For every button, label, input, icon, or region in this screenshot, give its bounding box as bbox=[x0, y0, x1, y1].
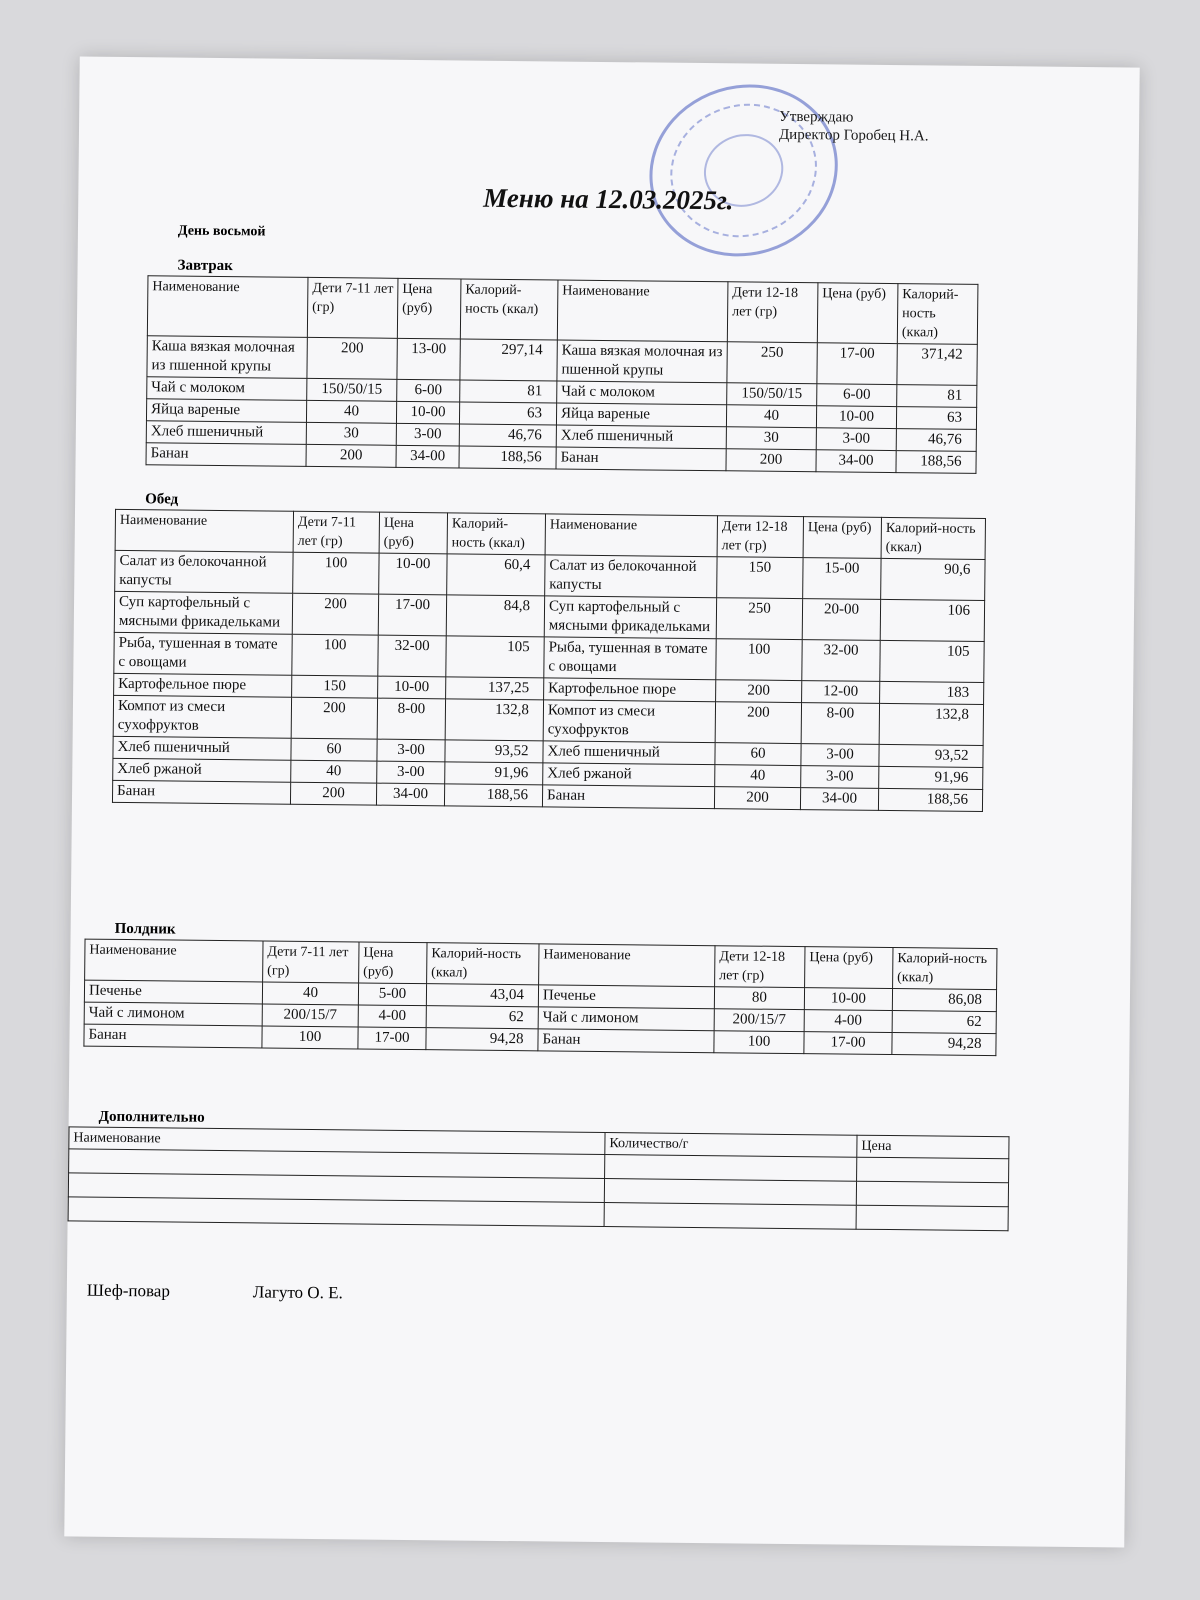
item-name-12-18: Суп картофельный с мясными фрикадельками bbox=[544, 596, 716, 639]
item-name-7-11: Хлеб пшеничный bbox=[113, 736, 291, 760]
item-name-12-18: Яйца вареные bbox=[556, 403, 726, 427]
portion-12-18: 40 bbox=[715, 765, 801, 788]
price-12-18: 3-00 bbox=[801, 766, 879, 789]
price-7-11: 34-00 bbox=[396, 445, 459, 468]
portion-7-11: 200 bbox=[306, 444, 396, 467]
portion-7-11: 150 bbox=[292, 675, 378, 698]
calories-7-11: 62 bbox=[426, 1006, 538, 1029]
calories-12-18: 106 bbox=[880, 599, 984, 641]
price-7-11: 3-00 bbox=[396, 423, 459, 446]
portion-7-11: 150/50/15 bbox=[307, 378, 397, 401]
portion-7-11: 100 bbox=[262, 1026, 358, 1049]
item-name-12-18: Печенье bbox=[538, 985, 714, 1009]
portion-12-18: 100 bbox=[716, 639, 802, 681]
price-12-18: 3-00 bbox=[801, 744, 879, 767]
approve-line-1: Утверждаю bbox=[779, 108, 854, 126]
col-kids-12-18: Дети 12-18 лет (гр) bbox=[717, 516, 803, 558]
calories-7-11: 93,52 bbox=[445, 740, 543, 763]
portion-12-18: 200 bbox=[714, 787, 800, 810]
item-name-7-11: Салат из белокочанной капусты bbox=[115, 550, 293, 593]
portion-12-18: 250 bbox=[727, 342, 817, 384]
col-calories: Калорий-ность (ккал) bbox=[460, 279, 558, 340]
calories-7-11: 63 bbox=[459, 402, 556, 425]
col-kids-7-11: Дети 7-11 лет (гр) bbox=[263, 941, 359, 983]
item-name-12-18: Компот из смеси сухофруктов bbox=[543, 700, 715, 743]
price-7-11: 10-00 bbox=[378, 676, 446, 699]
portion-7-11: 100 bbox=[293, 552, 379, 594]
col-calories: Калорий-ность (ккал) bbox=[881, 517, 985, 559]
portion-7-11: 40 bbox=[306, 400, 396, 423]
round-seal-stamp bbox=[628, 61, 860, 280]
portion-7-11: 60 bbox=[291, 738, 377, 761]
col-name: Наименование bbox=[147, 276, 308, 338]
price-12-18: 34-00 bbox=[816, 450, 896, 473]
item-name-7-11: Банан bbox=[84, 1024, 262, 1048]
calories-7-11: 81 bbox=[460, 380, 557, 403]
col-kids-12-18: Дети 12-18 лет (гр) bbox=[715, 946, 805, 988]
col-name: Наименование bbox=[115, 509, 293, 552]
portion-7-11: 200 bbox=[307, 337, 397, 379]
calories-12-18: 91,96 bbox=[879, 766, 983, 789]
portion-12-18: 200 bbox=[726, 449, 816, 472]
calories-12-18: 132,8 bbox=[879, 703, 983, 745]
calories-12-18: 93,52 bbox=[879, 744, 983, 767]
item-name-12-18: Банан bbox=[542, 785, 714, 809]
calories-12-18: 183 bbox=[880, 681, 984, 704]
calories-12-18: 188,56 bbox=[878, 788, 982, 811]
portion-7-11: 200/15/7 bbox=[262, 1004, 358, 1027]
portion-7-11: 40 bbox=[262, 982, 358, 1005]
col-name: Наименование bbox=[539, 944, 715, 987]
price-7-11: 3-00 bbox=[377, 761, 445, 784]
col-calories: Калорий-ность (ккал) bbox=[427, 943, 539, 985]
calories-7-11: 105 bbox=[446, 636, 544, 678]
item-name-7-11: Каша вязкая молочная из пшенной крупы bbox=[147, 336, 307, 379]
price-12-18: 6-00 bbox=[817, 384, 897, 407]
price-7-11: 6-00 bbox=[397, 379, 460, 402]
item-name-12-18: Хлеб ржаной bbox=[543, 763, 715, 787]
item-name-12-18: Чай с молоком bbox=[557, 381, 727, 405]
price-12-18: 10-00 bbox=[804, 988, 892, 1011]
price-7-11: 17-00 bbox=[378, 594, 446, 636]
item-name-12-18: Каша вязкая молочная из пшенной крупы bbox=[557, 340, 727, 383]
portion-12-18: 200 bbox=[715, 702, 801, 744]
col-kids-7-11: Дети 7-11 лет (гр) bbox=[293, 511, 379, 553]
portion-12-18: 40 bbox=[726, 405, 816, 428]
item-name-7-11: Хлеб ржаной bbox=[113, 758, 291, 782]
calories-12-18: 94,28 bbox=[892, 1033, 996, 1056]
calories-7-11: 188,56 bbox=[444, 784, 542, 807]
calories-7-11: 91,96 bbox=[445, 762, 543, 785]
col-price: Цена (руб) bbox=[805, 947, 893, 989]
header-row bbox=[147, 276, 978, 345]
price-12-18: 12-00 bbox=[802, 681, 880, 704]
price-7-11: 34-00 bbox=[376, 783, 444, 806]
approve-line-2: Директор Горобец Н.А. bbox=[778, 126, 929, 145]
calories-7-11: 94,28 bbox=[426, 1028, 538, 1051]
price-12-18: 32-00 bbox=[802, 640, 880, 682]
calories-7-11: 188,56 bbox=[459, 446, 556, 469]
price-7-11: 8-00 bbox=[377, 698, 445, 740]
calories-12-18: 105 bbox=[880, 640, 984, 682]
col-calories: Калорий-ность (ккал) bbox=[447, 513, 545, 555]
price-12-18: 3-00 bbox=[816, 428, 896, 451]
day-label: День восьмой bbox=[177, 223, 266, 240]
price-7-11: 13-00 bbox=[397, 338, 460, 380]
item-name-12-18: Рыба, тушенная в томате с овощами bbox=[544, 637, 716, 680]
breakfast-label: Завтрак bbox=[177, 257, 233, 275]
calories-12-18: 81 bbox=[897, 385, 977, 408]
portion-12-18: 150/50/15 bbox=[727, 383, 817, 406]
portion-12-18: 100 bbox=[714, 1031, 804, 1054]
portion-12-18: 80 bbox=[714, 987, 804, 1010]
price-12-18: 4-00 bbox=[804, 1010, 892, 1033]
col-name: Наименование bbox=[85, 939, 263, 982]
portion-7-11: 200 bbox=[292, 593, 378, 635]
col-name: Наименование bbox=[545, 514, 717, 557]
price-7-11: 17-00 bbox=[358, 1027, 426, 1050]
calories-12-18: 62 bbox=[892, 1011, 996, 1034]
col-calories: Калорий-ность (ккал) bbox=[893, 948, 997, 990]
item-name-12-18: Банан bbox=[556, 447, 726, 471]
page-title: Меню на 12.03.2025г. bbox=[483, 182, 734, 216]
price-7-11: 10-00 bbox=[379, 553, 447, 595]
price-7-11: 3-00 bbox=[377, 739, 445, 762]
col-price: Цена (руб) bbox=[397, 278, 461, 339]
price-12-18: 8-00 bbox=[801, 703, 879, 745]
price-12-18: 17-00 bbox=[817, 343, 897, 385]
item-name-7-11: Чай с молоком bbox=[147, 377, 307, 401]
calories-12-18: 188,56 bbox=[896, 451, 976, 474]
portion-7-11: 40 bbox=[291, 760, 377, 783]
approval-block bbox=[779, 108, 929, 146]
item-name-7-11: Чай с лимоном bbox=[84, 1002, 262, 1026]
item-name-12-18: Салат из белокочанной капусты bbox=[545, 555, 717, 598]
calories-7-11: 46,76 bbox=[459, 424, 556, 447]
portion-12-18: 200 bbox=[716, 680, 802, 703]
portion-12-18: 150 bbox=[717, 557, 803, 599]
col-price: Цена (руб) bbox=[379, 512, 447, 554]
item-name-7-11: Яйца вареные bbox=[146, 399, 306, 423]
col-calories: Калорий-ность (ккал) bbox=[897, 284, 978, 345]
price-7-11: 4-00 bbox=[358, 1005, 426, 1028]
portion-12-18: 30 bbox=[726, 427, 816, 450]
item-name-12-18: Хлеб пшеничный bbox=[543, 741, 715, 765]
price-12-18: 10-00 bbox=[816, 406, 896, 429]
portion-7-11: 200 bbox=[290, 782, 376, 805]
menu-sheet bbox=[64, 56, 1139, 1547]
price-12-18: 17-00 bbox=[804, 1032, 892, 1055]
portion-12-18: 200/15/7 bbox=[714, 1009, 804, 1032]
item-name-7-11: Компот из смеси сухофруктов bbox=[113, 695, 291, 738]
item-name-12-18: Банан bbox=[538, 1029, 714, 1053]
chef-name: Лагуто О. Е. bbox=[252, 1282, 343, 1303]
col-kids-12-18: Дети 12-18 лет (гр) bbox=[727, 282, 818, 343]
col-price: Цена bbox=[857, 1135, 1009, 1159]
calories-7-11: 132,8 bbox=[445, 699, 543, 741]
portion-7-11: 100 bbox=[292, 634, 378, 676]
col-quantity: Количество/г bbox=[605, 1133, 857, 1158]
col-price: Цена (руб) bbox=[359, 942, 427, 984]
extra-table bbox=[68, 1126, 1010, 1231]
calories-7-11: 43,04 bbox=[426, 984, 538, 1007]
calories-7-11: 297,14 bbox=[460, 339, 557, 381]
portion-12-18: 60 bbox=[715, 743, 801, 766]
portion-7-11: 30 bbox=[306, 422, 396, 445]
calories-12-18: 90,6 bbox=[881, 558, 985, 600]
calories-12-18: 63 bbox=[896, 407, 976, 430]
snack-label: Полдник bbox=[114, 920, 176, 938]
calories-7-11: 137,25 bbox=[446, 677, 544, 700]
lunch-label: Обед bbox=[145, 491, 179, 508]
calories-7-11: 60,4 bbox=[447, 554, 545, 596]
price-12-18: 15-00 bbox=[803, 558, 881, 600]
col-price: Цена (руб) bbox=[803, 517, 881, 559]
price-7-11: 10-00 bbox=[396, 401, 459, 424]
item-name-7-11: Суп картофельный с мясными фрикадельками bbox=[114, 591, 292, 634]
portion-7-11: 200 bbox=[291, 697, 377, 739]
item-name-7-11: Банан bbox=[112, 780, 290, 804]
snack-table bbox=[83, 939, 997, 1057]
breakfast-table bbox=[146, 275, 979, 474]
price-12-18: 34-00 bbox=[800, 788, 878, 811]
item-name-7-11: Банан bbox=[146, 443, 306, 467]
item-name-12-18: Чай с лимоном bbox=[538, 1007, 714, 1031]
chef-label: Шеф-повар bbox=[86, 1280, 170, 1301]
col-name: Наименование bbox=[557, 280, 728, 342]
lunch-table bbox=[112, 509, 986, 812]
item-name-7-11: Картофельное пюре bbox=[114, 673, 292, 697]
col-name: Наименование bbox=[69, 1127, 605, 1155]
item-name-7-11: Хлеб пшеничный bbox=[146, 421, 306, 445]
item-name-12-18: Хлеб пшеничный bbox=[556, 425, 726, 449]
portion-12-18: 250 bbox=[716, 598, 802, 640]
item-name-7-11: Печенье bbox=[84, 980, 262, 1004]
extra-label: Дополнительно bbox=[98, 1108, 205, 1126]
price-7-11: 5-00 bbox=[358, 983, 426, 1006]
col-price: Цена (руб) bbox=[817, 283, 898, 344]
calories-12-18: 46,76 bbox=[896, 429, 976, 452]
item-name-12-18: Картофельное пюре bbox=[544, 678, 716, 702]
col-kids-7-11: Дети 7-11 лет (гр) bbox=[307, 277, 398, 338]
price-7-11: 32-00 bbox=[378, 635, 446, 677]
calories-12-18: 86,08 bbox=[892, 989, 996, 1012]
price-12-18: 20-00 bbox=[802, 599, 880, 641]
calories-12-18: 371,42 bbox=[897, 344, 977, 386]
item-name-7-11: Рыба, тушенная в томате с овощами bbox=[114, 632, 292, 675]
calories-7-11: 84,8 bbox=[446, 595, 544, 637]
